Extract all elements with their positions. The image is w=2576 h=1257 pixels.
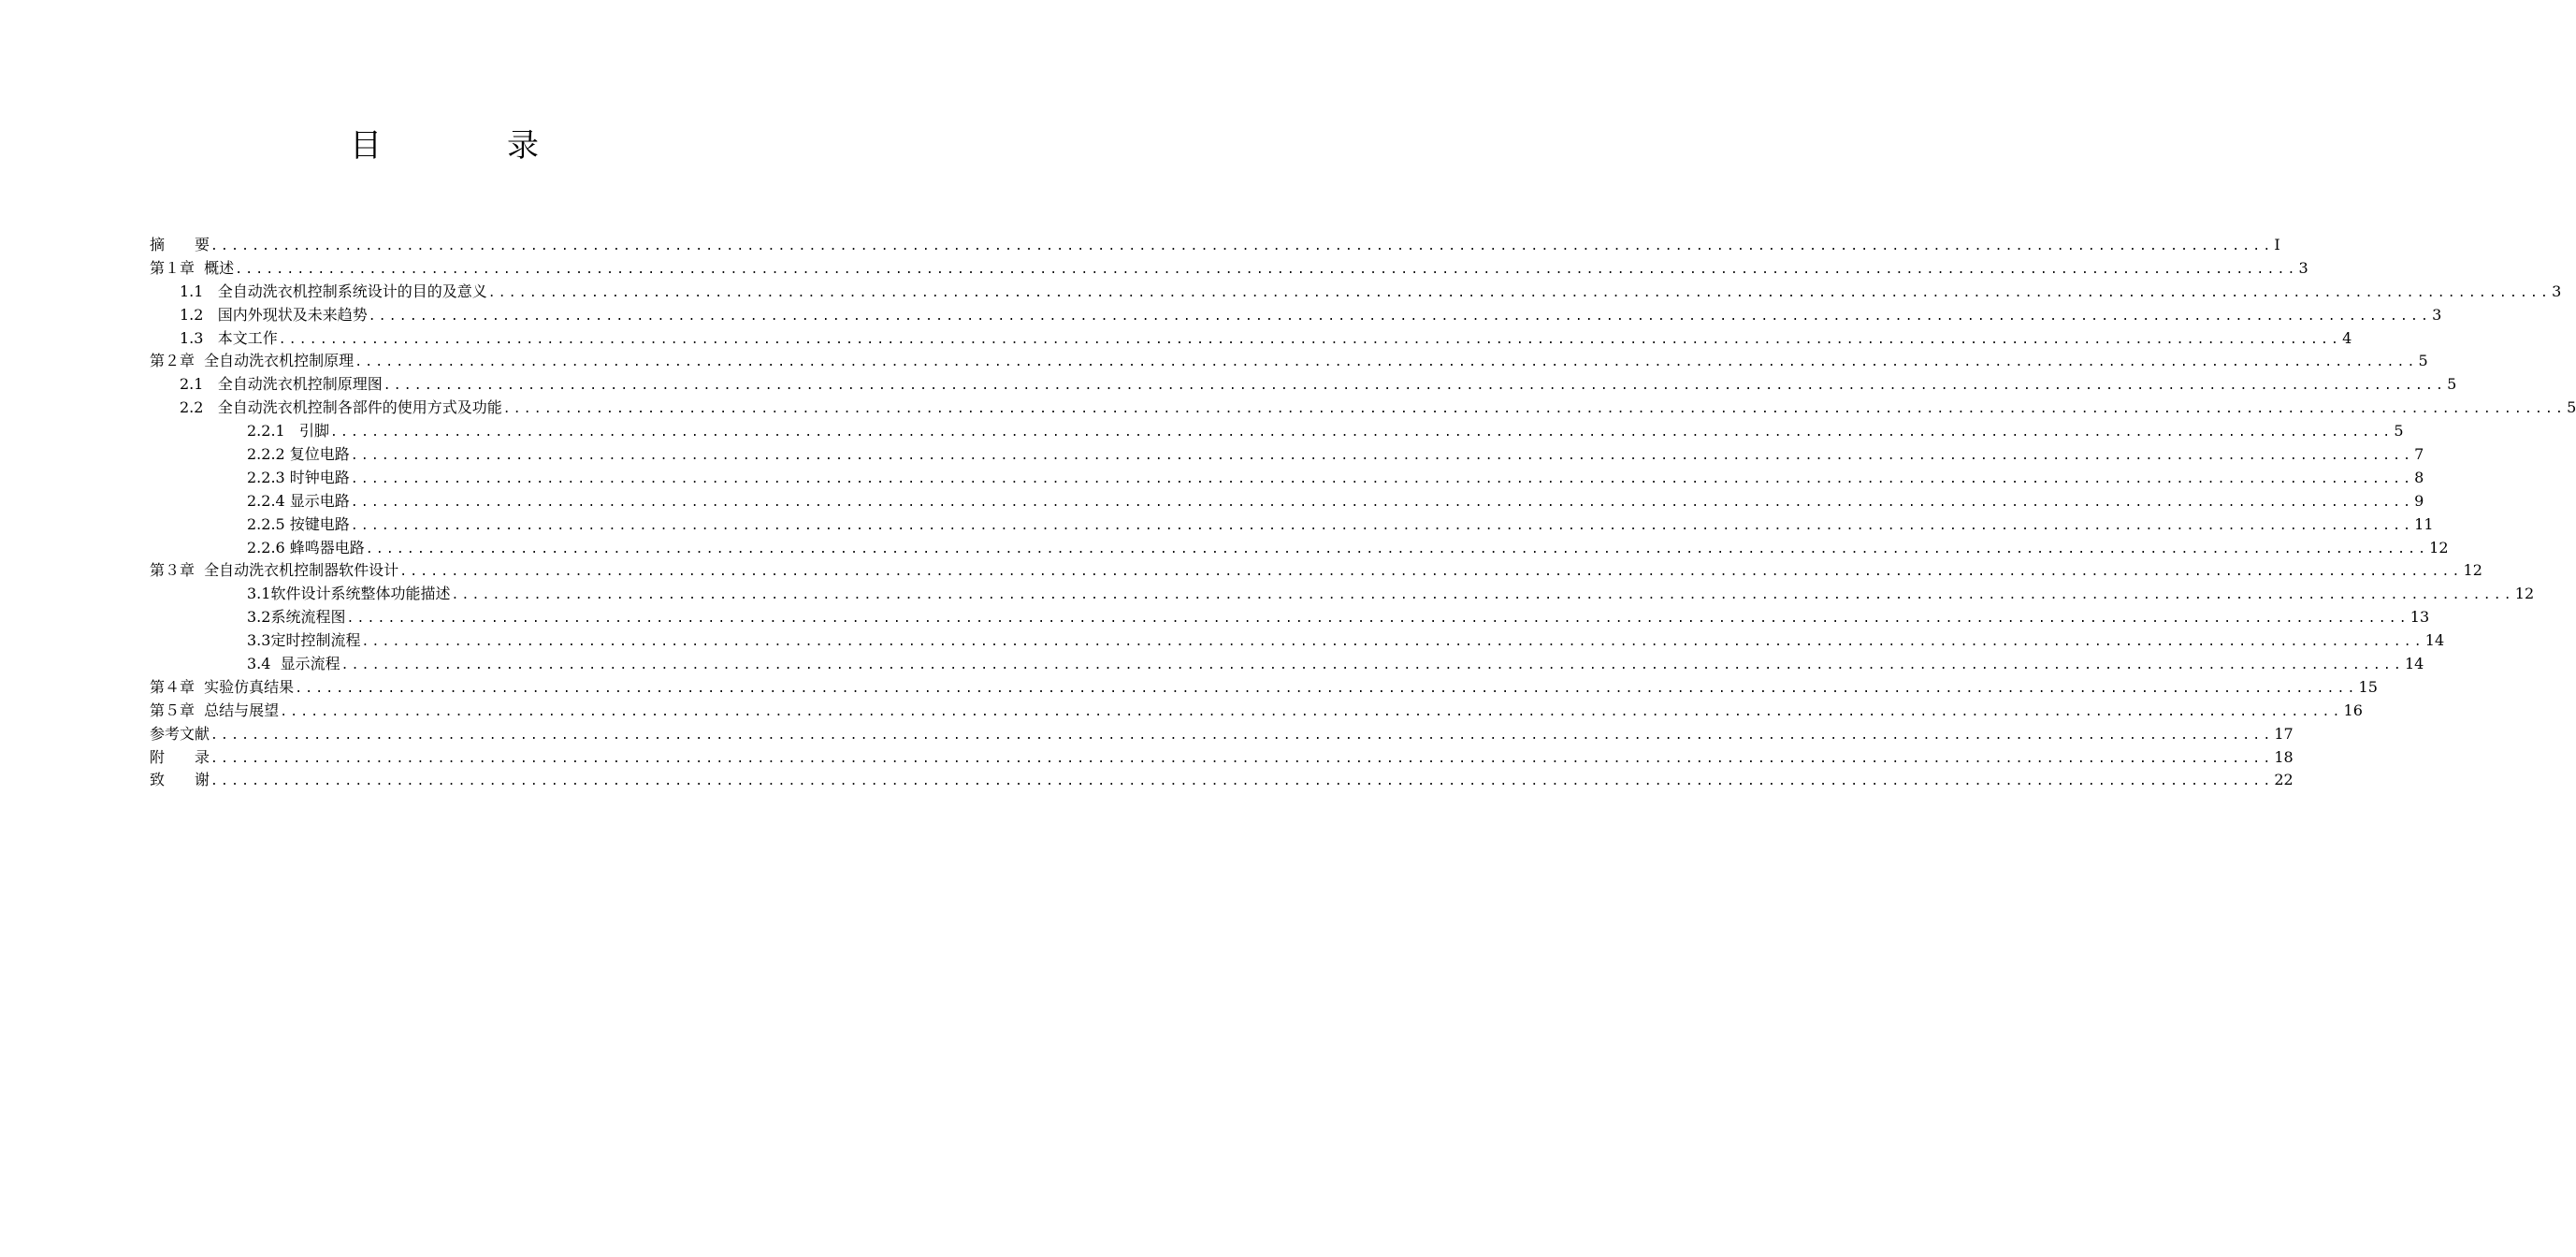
toc-entry[interactable] (150, 443, 2424, 467)
toc-entry[interactable] (150, 653, 2424, 676)
toc-entry[interactable] (150, 537, 2449, 560)
toc-entry[interactable] (150, 327, 2352, 351)
toc-entry-label: 第３章 全自动洗衣机控制器软件设计 (150, 561, 399, 580)
toc-entry-label: 2.2.1 引脚 (247, 422, 329, 441)
toc-entry-page-number: 12 (2463, 561, 2482, 580)
dot-leader: ........................................................................................................................................................................................................ (210, 239, 2274, 253)
toc-entry-label: 3.4 显示流程 (247, 655, 340, 673)
toc-entry-page-number: 12 (2514, 585, 2535, 603)
dot-leader: ........................................................................................................................................................................................................ (350, 471, 2414, 486)
toc-entry[interactable] (150, 373, 2457, 397)
toc-entry[interactable] (150, 746, 2294, 770)
toc-entry-label: 第２章 全自动洗衣机控制原理 (150, 352, 355, 370)
toc-entry[interactable] (150, 676, 2378, 700)
toc-entry[interactable] (150, 583, 2535, 606)
toc-entry-label: 3.3定时控制流程 (247, 631, 361, 650)
toc-entry-page-number: 22 (2274, 771, 2294, 789)
dot-leader: ........................................................................................................................................................................................................ (350, 518, 2414, 533)
dot-leader: ........................................................................................................................................................................................................ (329, 426, 2394, 441)
toc-entry[interactable] (150, 467, 2424, 490)
toc-entry-label: 致 谢 (150, 771, 210, 789)
dot-leader: ........................................................................................................................................................................................................ (278, 332, 2342, 347)
toc-entry[interactable] (150, 397, 2576, 420)
dot-leader: ........................................................................................................................................................................................................ (355, 355, 2418, 370)
toc-entry-label: 2.2 全自动洗衣机控制各部件的使用方式及功能 (180, 398, 502, 417)
toc-entry-label: 1.1 全自动洗衣机控制系统设计的目的及意义 (180, 282, 487, 300)
toc-entry-page-number: 4 (2342, 328, 2352, 347)
toc-entry-page-number: 14 (2404, 655, 2424, 673)
toc-entry-page-number: 11 (2414, 514, 2434, 533)
dot-leader: ........................................................................................................................................................................................................ (487, 285, 2552, 300)
dot-leader: ........................................................................................................................................................................................................ (280, 704, 2343, 719)
toc-entry-label: 第５章 总结与展望 (150, 701, 280, 719)
dot-leader: ........................................................................................................................................................................................................ (502, 402, 2567, 417)
toc-entry-label: 参考文献 (150, 724, 210, 743)
toc-entry-label: 附 录 (150, 747, 210, 766)
dot-leader: ........................................................................................................................................................................................................ (235, 262, 2298, 277)
toc-entry[interactable] (150, 281, 2562, 304)
dot-leader: ........................................................................................................................................................................................................ (361, 635, 2424, 650)
toc-entry-page-number: I (2274, 236, 2280, 253)
toc-entry[interactable] (150, 350, 2428, 373)
dot-leader: ........................................................................................................................................................................................................ (210, 751, 2274, 766)
toc-entry-label: 第１章 概述 (150, 258, 235, 277)
toc-entry-label: 2.2.5 按键电路 (247, 514, 350, 533)
toc-entry-page-number: 8 (2414, 468, 2424, 486)
toc-entry-label: 第４章 实验仿真结果 (150, 677, 295, 696)
toc-entry-page-number: 12 (2429, 538, 2449, 556)
toc-entry[interactable] (150, 606, 2430, 629)
toc-entry-page-number: 17 (2274, 724, 2294, 743)
toc-entry-page-number: 18 (2274, 747, 2294, 766)
toc-entry[interactable] (150, 769, 2294, 792)
toc-entry-page-number: 5 (2447, 375, 2457, 394)
toc-entry[interactable] (150, 490, 2424, 513)
toc-entry-label: 2.2.3 时钟电路 (247, 468, 350, 486)
toc-entry-label: 3.2系统流程图 (247, 608, 346, 627)
dot-leader: ........................................................................................................................................................................................................ (346, 612, 2410, 627)
toc-entry-label: 2.1 全自动洗衣机控制原理图 (180, 375, 383, 394)
toc-entry-page-number: 14 (2424, 631, 2445, 650)
dot-leader: ........................................................................................................................................................................................................ (350, 495, 2414, 510)
dot-leader: ........................................................................................................................................................................................................ (399, 565, 2463, 580)
toc-entry-label: 2.2.4 显示电路 (247, 491, 350, 510)
table-of-contents (150, 234, 2576, 792)
toc-entry-page-number: 3 (2432, 305, 2442, 324)
toc-entry-page-number: 9 (2414, 491, 2424, 510)
toc-entry[interactable] (150, 234, 2280, 257)
toc-entry-label: 2.2.2 复位电路 (247, 445, 350, 464)
toc-entry-label: 1.3 本文工作 (180, 328, 278, 347)
toc-entry[interactable] (150, 723, 2294, 746)
page-title: 目 录 (350, 127, 586, 165)
dot-leader: ........................................................................................................................................................................................................ (365, 542, 2429, 556)
dot-leader: ........................................................................................................................................................................................................ (350, 449, 2414, 464)
toc-entry-page-number: 13 (2410, 608, 2430, 627)
dot-leader: ........................................................................................................................................................................................................ (451, 588, 2514, 603)
toc-entry-label: 3.1软件设计系统整体功能描述 (247, 585, 451, 603)
toc-entry-page-number: 3 (2552, 282, 2562, 300)
toc-entry[interactable] (150, 420, 2404, 443)
toc-entry-page-number: 3 (2298, 258, 2308, 277)
dot-leader: ........................................................................................................................................................................................................ (210, 774, 2274, 789)
toc-entry[interactable] (150, 304, 2442, 327)
dot-leader: ........................................................................................................................................................................................................ (383, 379, 2447, 394)
toc-entry-label: 2.2.6 蜂鸣器电路 (247, 538, 365, 556)
toc-entry-page-number: 15 (2358, 677, 2378, 696)
toc-entry[interactable] (150, 559, 2482, 583)
toc-entry[interactable] (150, 257, 2308, 281)
toc-entry-page-number: 16 (2343, 701, 2363, 719)
toc-entry-label: 摘 要 (150, 236, 210, 253)
toc-entry[interactable] (150, 700, 2363, 723)
toc-entry-page-number: 5 (2567, 398, 2576, 417)
toc-entry-label: 1.2 国内外现状及未来趋势 (180, 305, 368, 324)
dot-leader: ........................................................................................................................................................................................................ (210, 728, 2274, 743)
dot-leader: ........................................................................................................................................................................................................ (340, 658, 2404, 673)
toc-entry-page-number: 5 (2418, 352, 2428, 370)
dot-leader: ........................................................................................................................................................................................................ (295, 681, 2358, 696)
toc-entry-page-number: 7 (2414, 445, 2424, 464)
toc-entry[interactable] (150, 513, 2434, 537)
dot-leader: ........................................................................................................................................................................................................ (368, 309, 2432, 324)
toc-entry-page-number: 5 (2394, 422, 2404, 441)
toc-entry[interactable] (150, 629, 2445, 653)
